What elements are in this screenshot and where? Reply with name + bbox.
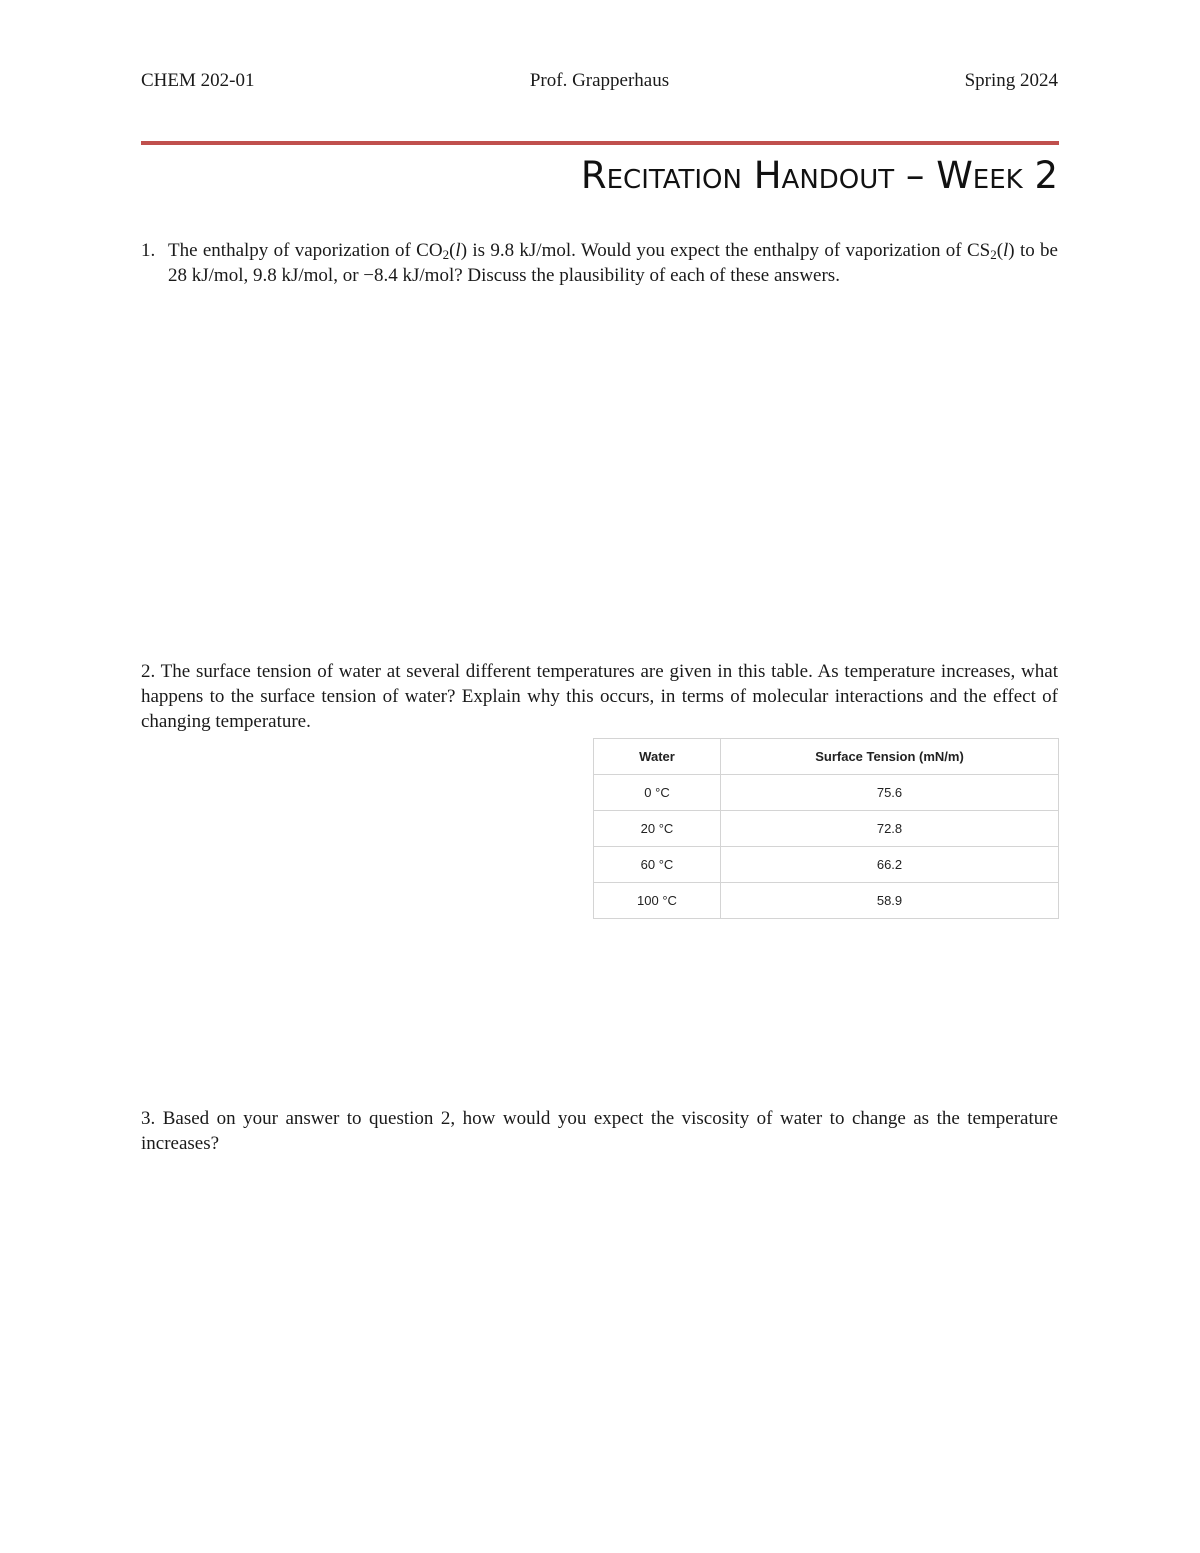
page-header xyxy=(141,70,1058,98)
table-cell-surface-tension: 72.8 xyxy=(721,811,1059,847)
table-cell-temperature: 60 °C xyxy=(594,847,721,883)
surface-tension-table xyxy=(593,738,1059,919)
page-title: Recitation Handout – Week 2 xyxy=(580,154,1058,197)
question-1-number: 1. xyxy=(141,240,156,261)
table-cell-surface-tension: 66.2 xyxy=(721,847,1059,883)
table-row xyxy=(594,811,1059,847)
table-cell-surface-tension: 58.9 xyxy=(721,883,1059,919)
instructor-name: Prof. Grapperhaus xyxy=(529,70,670,91)
table-header-surface-tension: Surface Tension (mN/m) xyxy=(721,739,1059,775)
question-2: 2. The surface tension of water at several different temperatures are given in this table. As temperature increases, what happens to the surface tension of water? Explain why this occurs, in terms of molecular interactions and the effect of changing temperature. xyxy=(141,661,1058,732)
header-rule xyxy=(141,141,1059,145)
table-row xyxy=(594,847,1059,883)
course-code: CHEM 202-01 xyxy=(141,70,255,91)
table-cell-temperature: 0 °C xyxy=(594,775,721,811)
table-cell-temperature: 20 °C xyxy=(594,811,721,847)
table-cell-temperature: 100 °C xyxy=(594,883,721,919)
term: Spring 2024 xyxy=(964,70,1058,91)
table-header-water: Water xyxy=(594,739,721,775)
table-row xyxy=(594,883,1059,919)
table-row xyxy=(594,775,1059,811)
question-3: 3. Based on your answer to question 2, how would you expect the viscosity of water to change as the temperature increases? xyxy=(141,1108,1058,1154)
table-cell-surface-tension: 75.6 xyxy=(721,775,1059,811)
question-1 xyxy=(141,238,1058,288)
table-header-row xyxy=(594,739,1059,775)
question-1-text: The enthalpy of vaporization of $CO_2(l)$ is 9.8 kJ/mol. Would you expect the enthalpy of vaporization of $CS_2(l)$ to be 28 kJ/mol, 9.8 kJ/mol, or −8.4 kJ/mol? Discuss the plausibility of each of these answers. xyxy=(168,240,1058,286)
